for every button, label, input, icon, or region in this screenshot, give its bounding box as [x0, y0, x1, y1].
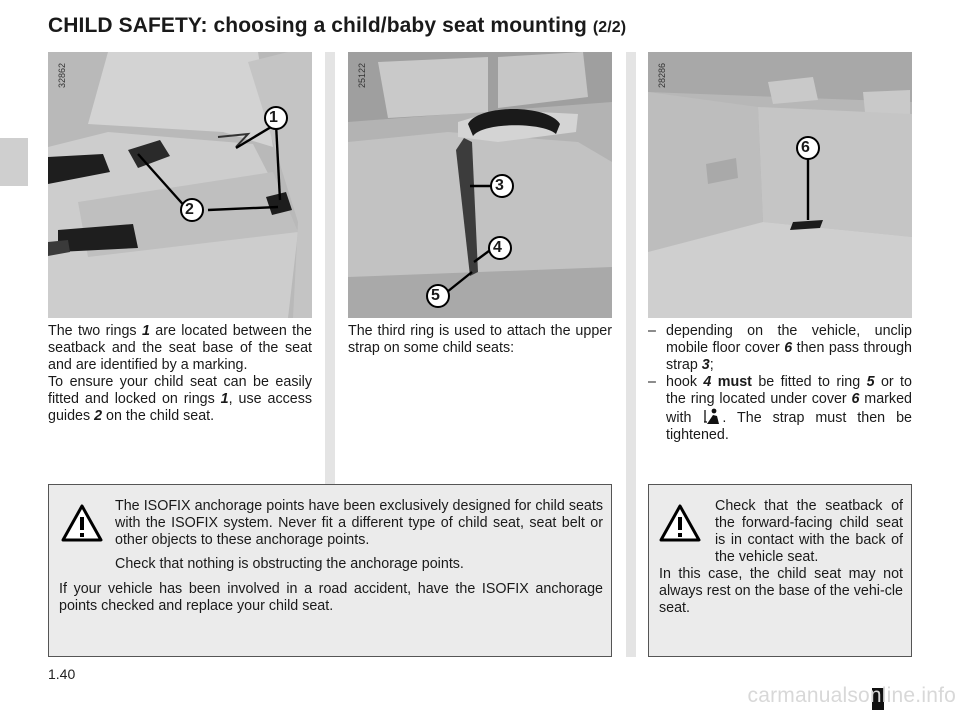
paragraph: The third ring is used to attach the upper strap on some child seats: — [348, 323, 612, 356]
column-divider — [626, 52, 636, 657]
callout-lines — [648, 52, 912, 318]
warning-triangle-icon — [659, 504, 701, 542]
list-item: – depending on the vehicle, unclip mobile floor cover 6 then pass through strap 3; — [648, 323, 912, 373]
figure-third-ring — [348, 52, 612, 318]
column-2-text — [348, 323, 612, 357]
warning-paragraph-2: In this case, the child seat may not always rest on the base of the vehi-cle seat. — [659, 566, 903, 616]
warning-box-seatback — [648, 484, 912, 657]
callout-lines — [48, 52, 312, 318]
child-seat-anchor-icon — [703, 408, 721, 426]
callout-1: 1 — [269, 109, 278, 126]
warning-box-isofix — [48, 484, 612, 657]
watermark: carmanualsonline.info — [747, 684, 956, 707]
figure-reference-number: 28286 — [657, 62, 667, 88]
column-1-text — [48, 323, 312, 425]
warning-paragraph-1: The ISOFIX anchorage points have been exclusively designed for child seats with the ISOFIX system. Never fit a different type of child seat, seat belt or other objects to these anchorage points. — [115, 498, 603, 548]
warning-paragraph-1: Check that the seatback of the forward-facing child seat is in contact with the back of the vehicle seat. — [715, 498, 903, 565]
page-number: 1.40 — [48, 666, 76, 682]
callout-6: 6 — [801, 139, 810, 156]
warning-triangle-icon — [61, 504, 103, 542]
column-3-list — [648, 323, 912, 444]
paragraph: To ensure your child seat can be easily fitted and locked on rings 1, use access guides 2 on the child seat. — [48, 374, 312, 424]
list-item: – hook 4 must be fitted to ring 5 or to the ring located under cover 6 marked with . The strap must then be tightened. — [648, 374, 912, 443]
figure-isofix-rings — [48, 52, 312, 318]
figure-reference-number: 25122 — [357, 62, 367, 88]
callout-lines — [348, 52, 612, 318]
callout-4: 4 — [493, 239, 502, 256]
figure-reference-number: 32862 — [57, 62, 67, 88]
page-title-suffix: (2/2) — [592, 19, 627, 36]
callout-5: 5 — [431, 287, 440, 304]
warning-paragraph-2: Check that nothing is obstructing the anchorage points. — [115, 556, 464, 572]
page-title — [48, 14, 626, 38]
figure-floor-cover — [648, 52, 912, 318]
warning-paragraph-3: If your vehicle has been involved in a road accident, have the ISOFIX anchorage points checked and replace your child seat. — [59, 581, 603, 614]
page-title-main: CHILD SAFETY: choosing a child/baby seat mounting — [48, 14, 587, 37]
callout-2: 2 — [185, 201, 194, 218]
paragraph: The two rings 1 are located between the seatback and the seat base of the seat and are identified by a marking. — [48, 323, 312, 373]
callout-3: 3 — [495, 177, 504, 194]
section-tab — [0, 138, 28, 186]
